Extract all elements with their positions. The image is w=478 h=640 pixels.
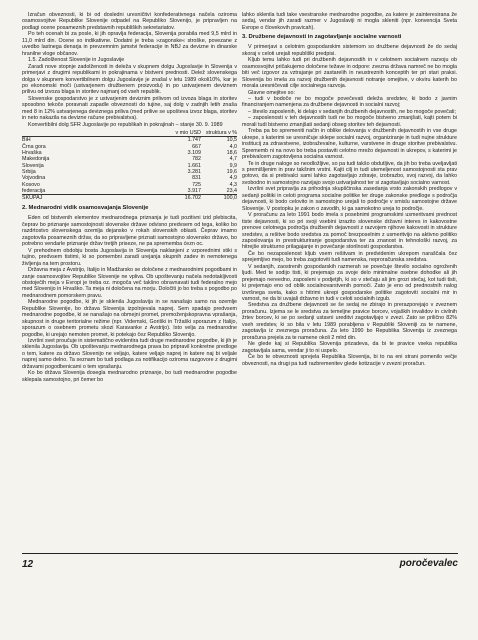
paragraph: Ne glede kaj si Republika Slovenija prizadeva, da bi te pravice vseka republika zagotavljala sama, vendar ji to ni uspelo. xyxy=(242,341,457,354)
left-column xyxy=(22,12,237,383)
col-header-structure: struktura v % xyxy=(201,130,237,137)
paragraph: Mednarodne pogodbe, ki jih je sklenila Jugoslavija in se nanašajo samo na ozemlje Republike Slovenije, bo država Slovenija izpolnjevala naprej. Sem spadajo predvsem mednarodne pogodbe, ki se nanašajo na obmejni promet, premoženjskopravna vprašanja, skupnost in druge teritorialne režime (npr. Videmski, Goriški in Tržaški sporazum z Italijo, sporazum o osebnem prometu skozi Karavanke z Avstrijo). Isto velja za mednarodne pogodbe, ki urejajo nemoten promet, ki potekajo čez Republiko Slovenijo. xyxy=(22,299,237,338)
list-item: – tudi v bodoče ne bo mogoče povečevati deleža sredstev, ki bodo z javnim financiranjem namenjena za družbene dejavnosti in socialni razvoj; xyxy=(242,95,457,109)
table-row: Hrvaška 3.109 18,6 xyxy=(22,150,237,157)
debt-table xyxy=(22,130,237,201)
table-caption: Konvertibilni dolg SFR Jugoslavije po republikah in pokrajinah – stanje 30. 9. 1989 xyxy=(28,121,223,128)
paragraph: Izračun obveznosti, ki bi od dosledni uresničitvi konfederativnega načela oziroma osamosvojitve Republike Slovenije odpadel na Republiko Slovenijo, je pripravljen na podlagi ocene posameznih predstavnih republiških sekretariatov. xyxy=(22,12,237,31)
paragraph: Zaradi nove stopnje zadolženosti in deleža v skupnem dolgu Jugoslavije in Slovenija v primerjavi z drugimi republikami in pokrajinama v bistveni prednosti. Delež slovenskega dolga v skupnem konvertibilnem dolgu Jugoslavije je znašal v letu 1989 okoli10%, kar je po ekonomski moči (ustvarjenem družbenem proizvodu) in po ustvarjenem deviznem prilivu od izvoza blaga in storitev najmanj od vseh republik. xyxy=(22,63,237,96)
paragraph: Ko bo država Slovenija dosegla mednarodno priznanje, bo tudi mednarodne pogodbe sklepala samostojno, pri čemer bo xyxy=(22,370,237,383)
subheading: 1.5. Zadolženost Slovenije in Jugoslavije xyxy=(28,57,125,64)
table-row: BiH 1.747 10,5 xyxy=(22,137,237,144)
paragraph: V prehodnem obdobju bosta Jugoslavija in Slovenija naklanjeni z vzporednimi stiki s tujino, predvsem tistimi, ki so pomembni zaradi urejanja skupnih zadev in nemotenega življenja na tem prostoru. xyxy=(22,247,237,267)
paragraph: Glavne omejitve so: xyxy=(248,89,295,96)
list-item: – zaposlenosti v teh dejavnostih tudi ne bo mogoče bistveno zmanjšati, kajti potem bi morali tudi bistveno zmanjšati sedanji obseg storitev teh dejavnosti. xyxy=(242,115,457,128)
paragraph: V proračunu za leto 1991 bodo imela s posebnimi programskimi usmeritvami prednost tiste dejavnosti, ki so pri svoji vsebini izrazito slovenske državni interes in kakovostne prenove celotnega področja družbenih dejavnosti z razvojem njihove kakovosti in strukture sredstev, a rešitve bodo sredstva za pomoč brezposelnim z usmeritvijo na aktivno politiko zaposlovanja in prestrukturiranje gospodarstva ter za znanost in tehnološki razvoj, za hitrejše strukturno prilagajanje in povečanje storilnosti gospodarstva. xyxy=(242,212,457,251)
paragraph: Izvršni svet pripravlja za prihodnja skupščinska zasedanja vrsto zakonskih predlogov v sedanji politiki in celoti programa socialne politike ter druge zakonske predloge s področja dejavnosti, ki bodo celovito in samostojno urejali to področje v smislu samostojne države Slovenije. V postopku je zakon o zavodih, ki ga samokotno ureja to področje. xyxy=(242,186,457,212)
right-column xyxy=(242,12,457,367)
paragraph: Izvršni svet proučuje in sistematično evidentira tudi druge mednarodne pogodbe, ki jih je sklenila Jugoslavija. Ob upoštevanju mednarodnega prava bo pripravil konkretne predloge o tem, katere za državo Slovenijo ne veljajo, katere veljajo naprej in katere naj bi veljale naprej samo delno. Ta seznam bo tudi podlaga za notifikacijo oziroma razgovore z drugimi državami pogodbenicami o tem vprašanju. xyxy=(22,338,237,370)
publication-name: poročevalec xyxy=(399,558,458,569)
paragraph: Sredstva za družbene dejavnosti se še sedaj ne zbirajo in prerazporejajo v zveznem proračunu. Izjema se le sredstva za temeljne pravice borcev, vojaških invalidov in civilnih žrtev borcev, ki se po sedanji ustavni ureditvi zagotavljajo v zvezi. Zato se prilično 82% vseh sredstev, ki so bila v letu 1989 porabljena v Republiki Sloveniji za te namene, zagotavlja iz zveznega proračuna. Za leto 1990 bo Republika Slovenija iz zveznega proračuna prejela za te namene okoli 2 mlrd din. xyxy=(242,302,457,341)
table-row: Vojvodina 831 4,9 xyxy=(22,175,237,182)
paragraph: V primerjavi s celotnim gospodarskim sistemom so družbene dejavnosti že do sedaj skoraj v celoti urejali republiški predpisi. xyxy=(242,44,457,57)
page-number: 12 xyxy=(22,559,34,570)
paragraph: Treba pa bo spremeniti način in oblike delovanja v družbenih dejavnostih in vse druge ukrepe, s katerimi se uresničuje sklepe socialni razvoj, organiziranje in tudi nujne strukture institucij za zdravstvene, izobraževalne, kulturne, varstvene in druge storitve prebivalstvu. Sprememb ni na novo bo treba postaviti celotno mrežo dejavnosti in ukrepov, s katerimi je prebivalcem zagotovljena socialna varnost. xyxy=(242,128,457,161)
col-header-usd: v mio USD xyxy=(171,130,201,137)
table-row: Srbija 3.281 19,6 xyxy=(22,168,237,175)
section-heading: 3. Družbene dejavnosti in zagotavljanje socialne varnosti xyxy=(242,34,402,41)
footer-rule xyxy=(22,553,458,554)
paragraph: lahko sklenila tudi take vsestranske mednarodne pogodbe, za katere je zainteresirana že sedaj, vendar jih zaradi razmer v Jugoslaviji ni mogla skleniti (npr. konvencija Sveta Evrope o človekovih pravicah). xyxy=(242,12,457,31)
paragraph: Kljub temu lahko tudi pri družbenih dejavnostih in v celotnem socialnem razvoju ob osamosvojitvi pričakujemo določene težave in odpore: zvezna država namreč ne bo mogla biti več izgovor za vztrajanje pri zastarelih in neustreznih konceptih ter pri stari praksi. Slovenija bo imela za razvoj družbenih dejavnosti notranje omejitve, v okviru katerih bo morala uresničevati cilje socialnega razvoja. xyxy=(242,57,457,90)
paragraph: Državna meja z Avstrijo, Italijo in Madžarsko se določene z mednarodnimi pogodbami in zanje osamosvojitev Republike Slovenije ne vpliva. Ob upoštevanju načela nedotakljivosti obstoječih meja v Evropi je treba oz. mogoča več takšno obravnavati tudi federalno mejo med Slovenijo in Hrvaško. Ta meja ni določena na morju. Določiti jo bo treba s pogodbo po mednarodnem pomorskem pravu. xyxy=(22,267,237,299)
table-row: Črna gora 667 4,0 xyxy=(22,143,237,150)
table-header-row xyxy=(22,130,237,137)
table-row: federacija 3.917 23,4 xyxy=(22,187,237,194)
paragraph: V sedanjih, zaostrenih gospodarskih razmerah se povečuje število socialno ogroženih ljudi. Med te sodijo tisti, ki prejemajo za svoje delo minimalne osebne dohodke ali jih prejemajo nereedno, zaposleni v podjetjih, ki so v stečaju ali jim grozi stečaj, kot tudi tisti, ki prejemajo eno od oblik socialnovarstvenih pomoči. Zato je eno od prednostnih nalog izvršnega sveta, kako s hitrimi ukrepi gospodarske politike zagotoviti socialni mir in varnost, ne da bi uvajali državno in tudi v celoti socialnih izgub. xyxy=(242,263,457,303)
list-item: – število zaposlenih, ki delajo v sedanjih družbenih dejavnostih, ne bo mogoče povečati; xyxy=(248,108,456,115)
section-heading: 2. Mednarodni vidik osamosvajanja Slovenije xyxy=(22,205,149,212)
paragraph: Če bo te obveznosti sprejela Republika Slovenija, bi to na eni strani pomenilo večje obveznosti, na drugi pa tudi razbremenitev glede kotizacije v zvezni proračun. xyxy=(242,354,457,367)
table-row: Slovenija 1.661 9,9 xyxy=(22,162,237,169)
paragraph: Te in druge naloge so neodložljive, so pa tudi takšo obdutljive, da jih bo treba uveljavljati s premišljenim in prav takšnim vrstni. Kajti cilj in tudi utemeljenost samostojnosti sta prav gotovo, da si prebivalci sami lahko zagotavljajo zdravje, izobrazbo, svoj razvoj, da lahko svobodno in samostojno razvijajo svojo ustvarjalnost ter si zagotavljajo socialno varnost. xyxy=(242,160,457,186)
paragraph: Slovenske gospodarstvo je z ustvarjenim deviznim prilivom od izvoza blaga in storitev sposobno tekoče poravnati zapadle obveznosti do tujine, saj dolg v zadnjih letih znaša med 8 in 12% ustvarjenega deviznega priliva (med prilive se upošteva izvoz blaga, storitev in neto nakazila na devizne račune prebivalstva). xyxy=(22,95,237,122)
paragraph: Če bo nezaposlenost kljub vsem rešitvam in predvidenim ukrepom naraščala čez sprejemljivo mejo, bo treba zagotoviti tudi namenska, neproračunska sredstva. xyxy=(242,250,457,264)
paragraph: Po teh ocenah bi za posle, ki jih opravlja federacija, Slovenija porabila med 9,5 mlrd in 11,0 mlrd din. Ocene so indikativne. Dodatni je treba »zagonske« stroške, povezane z uvedbo lastnega denarja in prevzemnim jamstvi federacije in NBJ za devizne in dinarske hranilne vloge občanov. xyxy=(22,31,237,57)
table-total-row: SKUPAJ 16.702 100,0 xyxy=(22,195,237,202)
table-row: Makedonija 782 4,7 xyxy=(22,156,237,163)
table-row: Kosovo 725 4,3 xyxy=(22,181,237,188)
paragraph: Eden od bistvenih elementov mednarodnega priznanja je tudi pozitivni izid plebiscita, čeprav bo priznanje samostojnosti slovenske države odvisno predvsem od tega, koliko bo razdrtostvo slovenskega ozemlja dejansko v rokah slovenskih oblasti. Čeprav imamo zagotovila posameznih držav, da so pripravljene priznati samostojno slovensko državo, bo potrebno vendarle priznanje držav tretjih priseze, ne pa sprememba ćezn oc. xyxy=(22,215,237,248)
